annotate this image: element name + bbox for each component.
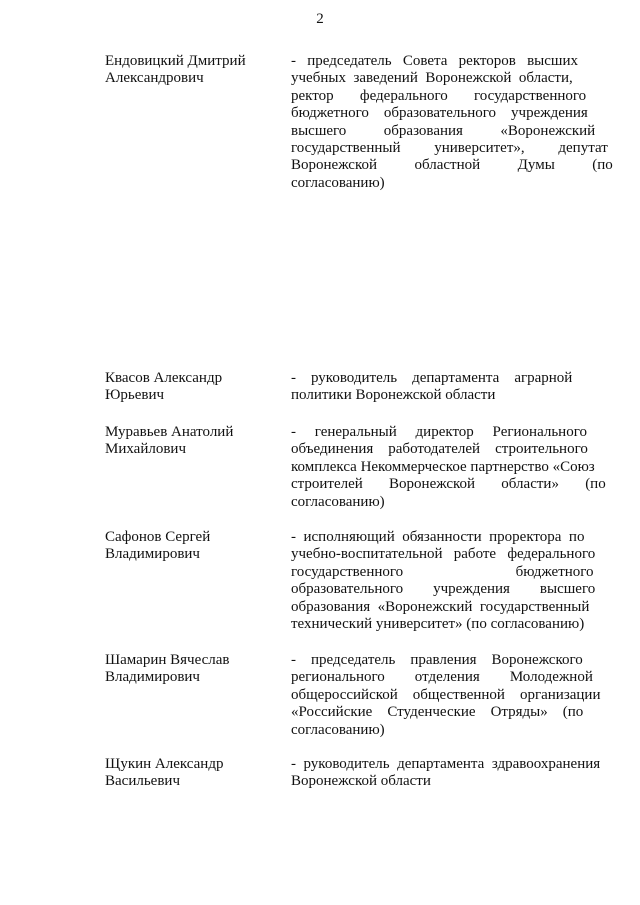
- member-name: [105, 529, 280, 563]
- member-name: [105, 424, 280, 458]
- description-line: Воронежской области: [291, 773, 431, 790]
- member-name-line: Михайлович: [105, 441, 186, 457]
- description-line: политики Воронежской области: [291, 387, 496, 404]
- description-line: согласованию): [291, 493, 385, 510]
- description-line: высшего образования «Воронежский: [291, 122, 596, 139]
- member-name: [105, 652, 280, 686]
- member-name: [105, 370, 280, 404]
- member-name-line: Владимирович: [105, 669, 200, 685]
- description-line: общероссийской общественной организации: [291, 686, 601, 703]
- member-name-line: Александрович: [105, 70, 204, 86]
- member-description: [291, 652, 604, 739]
- member-description: [291, 370, 604, 405]
- description-line: Воронежской областной Думы (по: [291, 157, 613, 174]
- description-line: «Российские Студенческие Отряды» (по: [291, 704, 584, 721]
- description-line: - председатель правления Воронежского: [291, 652, 583, 668]
- member-name: [105, 756, 280, 790]
- description-line: объединения работодателей строительного: [291, 441, 588, 458]
- member-name-line: Квасов Александр: [105, 370, 223, 386]
- member-description: [291, 53, 613, 192]
- description-line: - председатель Совета ректоров высших: [291, 53, 578, 69]
- description-line: - генеральный директор Регионального: [291, 424, 587, 440]
- description-line: - руководитель департамента аграрной: [291, 370, 573, 386]
- member-description: [291, 529, 604, 633]
- description-line: - исполняющий обязанности проректора по: [291, 529, 585, 545]
- description-line: комплекса Некоммерческое партнерство «Союз: [291, 458, 595, 475]
- member-name: [105, 53, 280, 87]
- description-line: учебно-воспитательной работе федерального: [291, 546, 596, 563]
- description-line: согласованию): [291, 174, 385, 191]
- description-line: образовательного учреждения высшего: [291, 581, 596, 598]
- description-line: учебных заведений Воронежской области,: [291, 70, 573, 87]
- description-line: - руководитель департамента здравоохранения: [291, 756, 601, 772]
- page-number: 2: [316, 11, 324, 27]
- member-name-line: Юрьевич: [105, 387, 165, 403]
- members-list: [0, 53, 640, 790]
- description-line: строителей Воронежской области» (по: [291, 476, 606, 493]
- description-line: бюджетного образовательного учреждения: [291, 105, 588, 122]
- member-name-line: Ендовицкий Дмитрий: [105, 53, 246, 69]
- description-line: государственный университет», депутат: [291, 140, 608, 157]
- member-name-line: Муравьев Анатолий: [105, 424, 234, 440]
- member-entry: [0, 53, 640, 213]
- description-line: ректор федерального государственного: [291, 87, 587, 104]
- description-line: технический университет» (по согласованию): [291, 616, 585, 633]
- member-description: [291, 424, 604, 511]
- description-line: согласованию): [291, 721, 385, 738]
- description-line: регионального отделения Молодежной: [291, 669, 593, 686]
- member-name-line: Шамарин Вячеслав: [105, 652, 230, 668]
- member-name-line: Щукин Александр: [105, 756, 224, 772]
- member-description: [291, 756, 604, 791]
- member-name-line: Сафонов Сергей: [105, 529, 211, 545]
- member-name-line: Владимирович: [105, 546, 200, 562]
- description-line: государственного бюджетного: [291, 563, 594, 580]
- member-name-line: Васильевич: [105, 773, 180, 789]
- description-line: образования «Воронежский государственный: [291, 598, 590, 615]
